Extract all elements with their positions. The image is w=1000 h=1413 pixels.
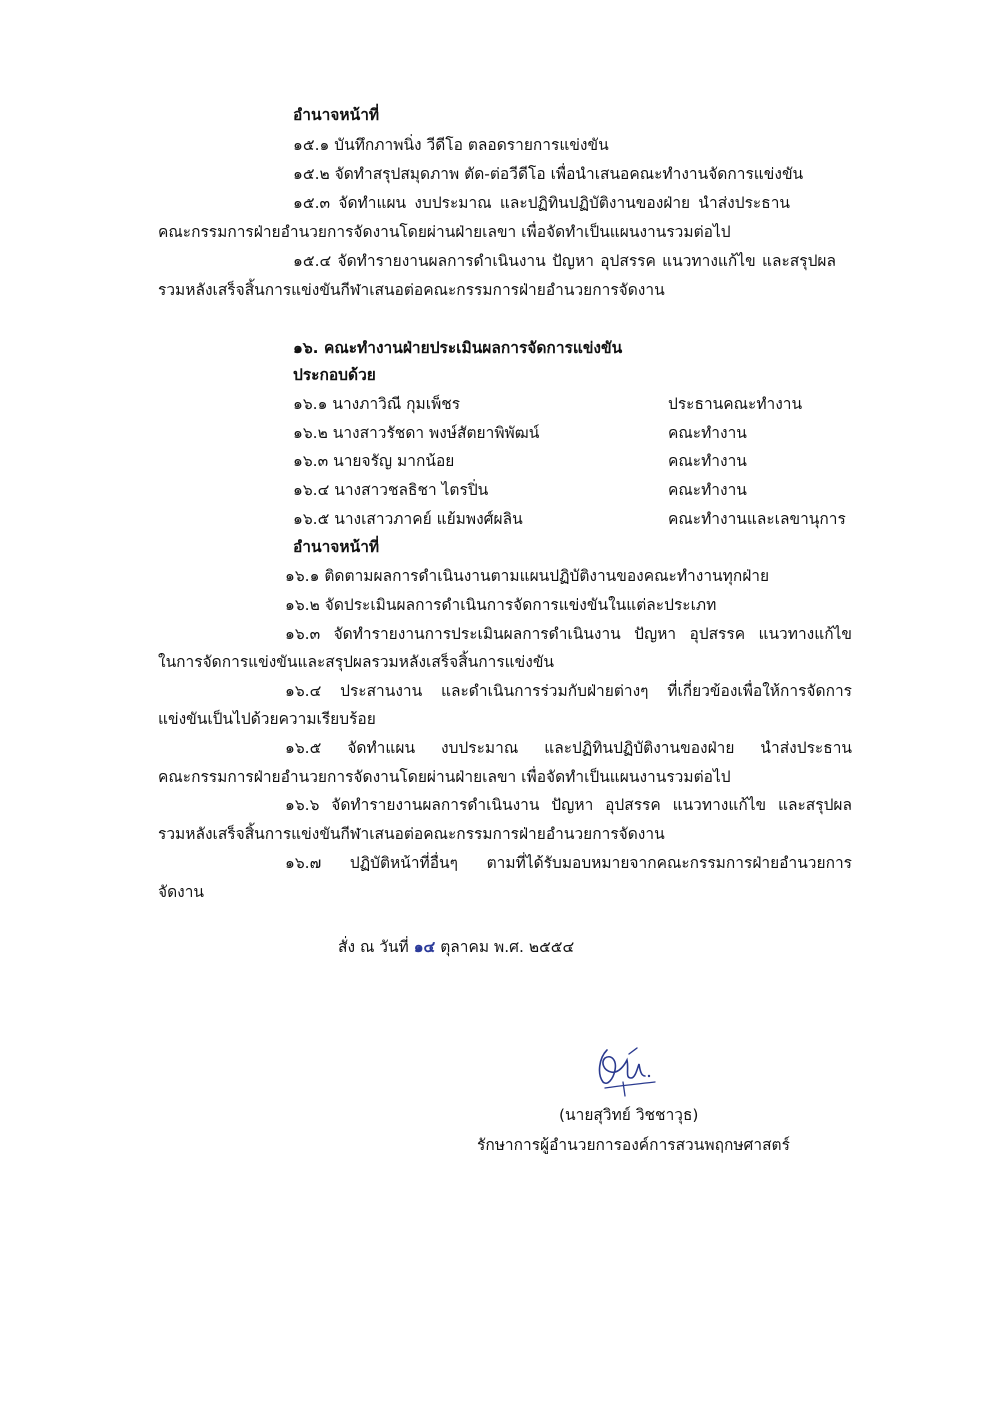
- sec16-duty-7b: จัดงาน: [158, 883, 205, 901]
- member-name: ๑๖.๒ นางสาวรัชดา พงษ์สัตยาพิพัฒน์: [293, 424, 540, 442]
- sec16-duty-4a: ๑๖.๔ ประสานงาน และดำเนินการร่วมกับฝ่ายต่างๆ ที่เกี่ยวข้องเพื่อให้การจัดการ: [285, 682, 852, 700]
- signer-name: (นายสุวิทย์ วิชชาวุธ): [559, 1106, 699, 1124]
- sec16-duties-heading: อำนาจหน้าที่: [293, 538, 380, 556]
- handwritten-signature: [585, 1040, 675, 1110]
- sec15-duty-1: ๑๕.๑ บันทึกภาพนิ่ง วีดีโอ ตลอดรายการแข่งขัน: [293, 136, 609, 154]
- sec15-duties-heading: อำนาจหน้าที่: [293, 106, 380, 124]
- member-name: ๑๖.๓ นายจรัญ มากน้อย: [293, 452, 455, 470]
- sec16-duty-6b: รวมหลังเสร็จสิ้นการแข่งขันกีฬาเสนอต่อคณะกรรมการฝ่ายอำนวยการจัดงาน: [158, 825, 665, 843]
- sec15-duty-3a: ๑๕.๓ จัดทำแผน งบประมาณ และปฏิทินปฏิบัติงานของฝ่าย นำส่งประธาน: [293, 194, 790, 212]
- member-name: ๑๖.๕ นางเสาวภาคย์ แย้มพงศ์ผลิน: [293, 510, 523, 528]
- member-name: ๑๖.๑ นางภาวิณี กุมเพ็ชร: [293, 395, 461, 413]
- member-role: ประธานคณะทำงาน: [668, 395, 803, 413]
- order-date-prefix: สั่ง ณ วันที่: [338, 938, 409, 956]
- member-role: คณะทำงาน: [668, 481, 747, 499]
- sec16-composed-label: ประกอบด้วย: [293, 366, 376, 384]
- order-date-day: ๑๔: [413, 938, 436, 956]
- order-date-suffix: ตุลาคม พ.ศ. ๒๕๕๔: [440, 938, 575, 956]
- sec16-duty-5b: คณะกรรมการฝ่ายอำนวยการจัดงานโดยผ่านฝ่ายเลขา เพื่อจัดทำเป็นแผนงานรวมต่อไป: [158, 768, 731, 786]
- sec16-duty-1: ๑๖.๑ ติดตามผลการดำเนินงานตามแผนปฏิบัติงานของคณะทำงานทุกฝ่าย: [285, 567, 770, 585]
- member-role: คณะทำงาน: [668, 452, 747, 470]
- sec15-duty-3b: คณะกรรมการฝ่ายอำนวยการจัดงานโดยผ่านฝ่ายเลขา เพื่อจัดทำเป็นแผนงานรวมต่อไป: [158, 223, 731, 241]
- sec16-duty-7a: ๑๖.๗ ปฏิบัติหน้าที่อื่นๆ ตามที่ได้รับมอบหมายจากคณะกรรมการฝ่ายอำนวยการ: [285, 854, 852, 872]
- member-name: ๑๖.๔ นางสาวชลธิชา ไตรปิ่น: [293, 481, 489, 499]
- member-role: คณะทำงานและเลขานุการ: [668, 510, 846, 528]
- sec16-duty-4b: แข่งขันเป็นไปด้วยความเรียบร้อย: [158, 710, 376, 728]
- sec16-duty-3a: ๑๖.๓ จัดทำรายงานการประเมินผลการดำเนินงาน ปัญหา อุปสรรค แนวทางแก้ไข: [285, 625, 852, 643]
- sec16-title: ๑๖. คณะทำงานฝ่ายประเมินผลการจัดการแข่งขัน: [293, 339, 623, 357]
- order-date: [338, 936, 574, 958]
- sec15-duty-4a: ๑๕.๔ จัดทำรายงานผลการดำเนินงาน ปัญหา อุปสรรค แนวทางแก้ไข และสรุปผล: [293, 252, 836, 270]
- member-role: คณะทำงาน: [668, 424, 747, 442]
- sec16-duty-3b: ในการจัดการแข่งขันและสรุปผลรวมหลังเสร็จสิ้นการแข่งขัน: [158, 653, 555, 671]
- sec16-duty-2: ๑๖.๒ จัดประเมินผลการดำเนินการจัดการแข่งขันในแต่ละประเภท: [285, 596, 717, 614]
- sec16-duty-6a: ๑๖.๖ จัดทำรายงานผลการดำเนินงาน ปัญหา อุปสรรค แนวทางแก้ไข และสรุปผล: [285, 796, 852, 814]
- sec15-duty-4b: รวมหลังเสร็จสิ้นการแข่งขันกีฬาเสนอต่อคณะกรรมการฝ่ายอำนวยการจัดงาน: [158, 281, 665, 299]
- sec16-duty-5a: ๑๖.๕ จัดทำแผน งบประมาณ และปฏิทินปฏิบัติงานของฝ่าย นำส่งประธาน: [285, 739, 852, 757]
- signer-position: รักษาการผู้อำนวยการองค์การสวนพฤกษศาสตร์: [477, 1136, 790, 1154]
- sec15-duty-2: ๑๕.๒ จัดทำสรุปสมุดภาพ ตัด-ต่อวีดีโอ เพื่อนำเสนอคณะทำงานจัดการแข่งขัน: [293, 165, 804, 183]
